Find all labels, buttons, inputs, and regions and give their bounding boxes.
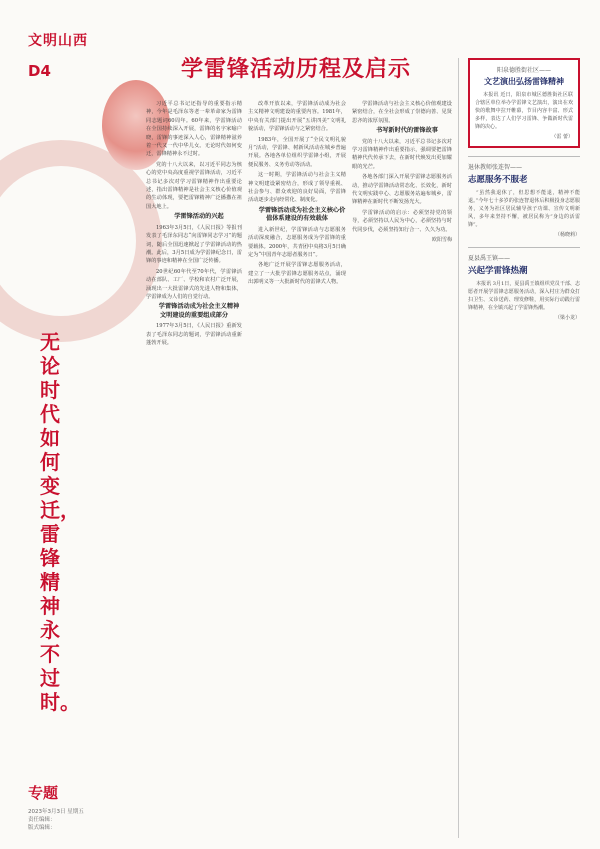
article-body (468, 280, 580, 322)
paragraph: 本报讯 3月1日，夏县禹王镇组织党员干部、志愿者开展学雷锋志愿服务活动，深入村庄为群众打扫卫生、义诊送药、理发修鞋，用实际行动践行雷锋精神，在全镇兴起了学雷锋热潮。 (468, 281, 580, 311)
paragraph: 本报讯 近日，阳泉市城区德胜街社区联合辖区单位举办学雷锋文艺演出，演出在欢快的歌舞中拉开帷幕，节目内容丰富、形式多样，表达了人们学习雷锋、争做新时代雷锋的决心。 (475, 92, 573, 130)
subheading: 书写新时代的雷锋故事 (376, 127, 438, 135)
paragraph: 党的十八大以来，以习近平同志为核心的党中央高度重视学雷锋活动，习近平总书记多次对学习雷锋精神作出重要论述，指出雷锋精神是社会主义核心价值观的生动体现，要把雷锋精神广泛播撒在祖国大地上。 (146, 161, 242, 210)
masthead: 文明山西 (28, 33, 88, 49)
byline: （杨晓莉） (554, 232, 580, 238)
paragraph: 1963年3月5日，《人民日报》等报刊发表了毛泽东同志“向雷锋同志学习”的题词，随后全国迅速掀起了学雷锋活动的热潮。此后，3月5日成为学雷锋纪念日，雷锋的事迹和精神在全国广泛传播。 (146, 224, 242, 265)
paragraph: 这一时期，学雷锋活动与社会主义精神文明建设紧密结合，形成了领导重视、社会参与、群众欢迎的良好局面，学雷锋活动逐步走向经常化、制度化。 (248, 172, 346, 204)
section-label: 专题 (28, 784, 59, 802)
decorative-ring (0, 140, 162, 342)
featured-news-box (468, 58, 580, 148)
slogan: 无论时代如何变迁，雷锋精神永不过时。 (40, 330, 80, 714)
article-column-3 (352, 100, 452, 840)
box-body (475, 91, 573, 141)
column-divider (458, 58, 459, 838)
paragraph: 学雷锋活动的启示：必须坚持党的领导，必须坚持以人民为中心，必须坚持与时代同步伐，必须坚持知行合一、久久为功。 (352, 209, 452, 233)
paragraph: 进入新世纪，学雷锋活动与志愿服务活动深度融合，志愿服务成为学雷锋的重要载体。2000年，共青团中央将3月5日确定为“中国青年志愿者服务日”。 (248, 226, 346, 258)
right-sidebar (468, 58, 580, 842)
footer-layout: 版式编辑： (28, 825, 56, 831)
paragraph: 党的十八大以来，习近平总书记多次对学习雷锋精神作出重要指示，强调要把雷锋精神代代传承下去，在新时代焕发出更加耀眼的光芒。 (352, 138, 452, 170)
footer-date: 2023年3月3日 星期五 (28, 809, 84, 815)
paragraph: 1983年，全国开展了“全民文明礼貌月”活动，学雷锋、树新风活动在城乡普遍开展。各地各单位组织学雷锋小组，开展便民服务、义务劳动等活动。 (248, 136, 346, 168)
paragraph: 各地各部门深入开展学雷锋志愿服务活动，推动学雷锋活动常态化、长效化，新时代文明实践中心、志愿服务站遍布城乡，雷锋精神在新时代不断发扬光大。 (352, 174, 452, 206)
subheading: 学雷锋活动成为社会主义精神文明建设的重要组成部分 (158, 303, 240, 319)
article-kicker: 退休教师张连智—— (468, 164, 523, 171)
paragraph: 20世纪60年代至70年代，学雷锋活动在部队、工厂、学校和农村广泛开展，涌现出一大批雷锋式的先进人物和集体，学雷锋成为人们的自觉行动。 (146, 268, 242, 300)
subheading: 学雷锋活动的兴起 (174, 213, 224, 221)
paragraph: 改革开放以来，学雷锋活动成为社会主义精神文明建设的重要内容。1981年，中央有关部门提出开展“五讲四美”文明礼貌活动，学雷锋活动与之紧密结合。 (248, 101, 346, 133)
author-byline: 欧阳雪梅 (431, 237, 452, 244)
paragraph: 学雷锋活动与社会主义核心价值观建设紧密结合，在全社会形成了崇德向善、见贤思齐的浓厚氛围。 (352, 101, 452, 124)
article-title: 志愿服务不服老 (468, 175, 528, 185)
article-kicker: 夏县禹王镇—— (468, 255, 511, 262)
byline: （梁小龙） (554, 315, 580, 321)
footer-info (28, 808, 108, 832)
subheading: 学雷锋活动成为社会主义核心价值体系建设的有效载体 (258, 206, 346, 223)
box-title: 文艺演出弘扬雷锋精神 (484, 76, 564, 86)
page-code: D4 (28, 62, 51, 80)
paragraph: 1977年3月5日，《人民日报》重新发表了毛泽东同志的题词，学雷锋活动重新蓬勃开展。 (146, 323, 242, 346)
paragraph: “虽然我退休了，但思想不能退，精神不能退。”今年七十多岁的张连智退休后积极投身志愿服务，义务为社区居民辅导孩子功课、宣传文明新风，多年来坚持不懈，被居民称为“身边的活雷锋”。 (468, 190, 580, 228)
article-column-1 (146, 100, 242, 840)
article-body (468, 189, 580, 239)
footer-editor: 责任编辑： (28, 817, 56, 823)
box-kicker: 阳泉德胜街社区—— (496, 67, 551, 74)
left-decorative-strip (0, 0, 108, 849)
paragraph: 各地广泛开展学雷锋志愿服务活动，建立了一大批学雷锋志愿服务站点，涌现出郭明义等一大批新时代的雷锋式人物。 (248, 262, 346, 286)
paragraph: 习近平总书记还指导的重要指示精神，今年是毛泽东等老一辈革命家为雷锋同志题词60周年。60年来，学雷锋活动在全国持续深入开展，雷锋的名字家喻户晓，雷锋的事迹深入人心，雷锋精神滋养着一代又一代中华儿女。无论时代如何变迁，雷锋精神永不过时。 (146, 101, 242, 158)
page-headline: 学雷锋活动历程及启示 (180, 57, 411, 82)
sidebar-article-1 (468, 156, 580, 239)
article-title: 兴起学雷锋热潮 (468, 266, 528, 276)
sidebar-article-2 (468, 247, 580, 322)
article-column-2 (248, 100, 346, 840)
byline: （雷 蕾） (551, 134, 573, 140)
